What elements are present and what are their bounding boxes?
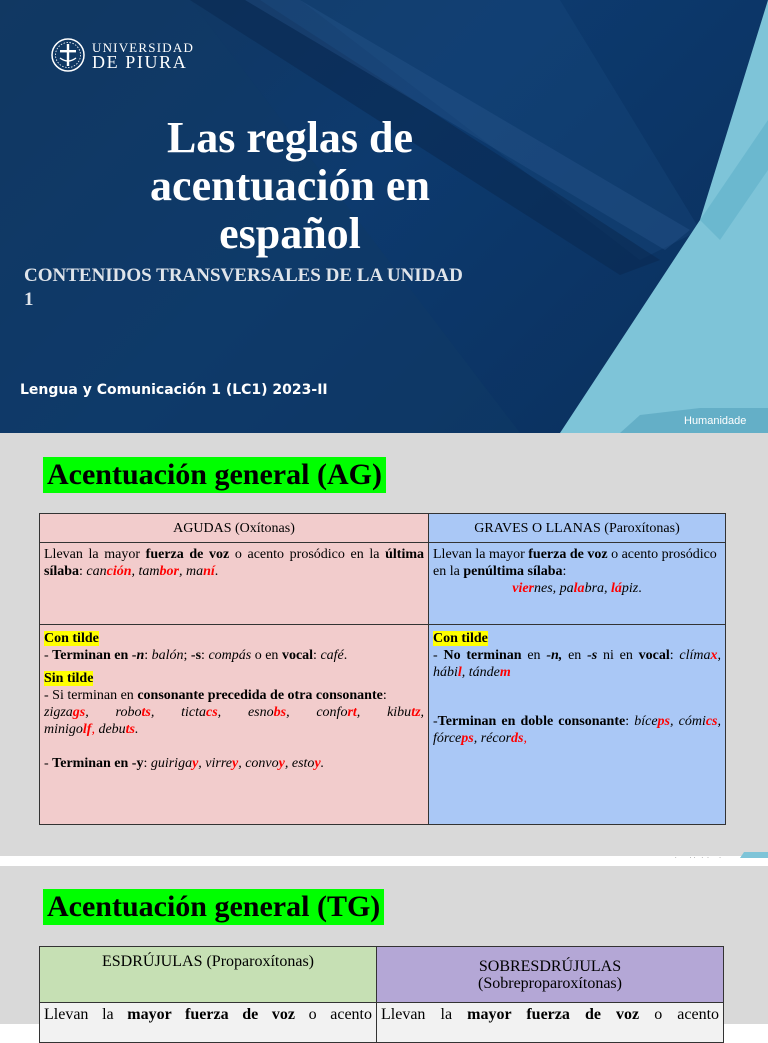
slide-tg <box>0 866 768 1024</box>
header-agudas: AGUDAS (Oxítonas) <box>40 514 429 543</box>
graves-rules <box>429 625 726 825</box>
header-graves: GRAVES O LLANAS (Paroxítonas) <box>429 514 726 543</box>
course-label: Lengua y Comunicación 1 (LC1) 2023-II <box>20 382 328 398</box>
graves-con-tilde-rule: - No terminan en -n, en -s ni en vocal: clímax, hábil, tándem <box>433 648 722 680</box>
accent-table-ag <box>39 513 726 825</box>
section-title-tg: Acentuación general (TG) <box>43 889 384 925</box>
agudas-definition: Llevan la mayor fuerza de voz o acento prosódico en la última sílaba: canción, tambor, maní. <box>40 543 429 625</box>
header-esdrujulas: ESDRÚJULAS (Proparoxítonas) <box>40 947 377 1003</box>
section-title-ag: Acentuación general (AG) <box>43 457 386 493</box>
university-seal-icon <box>50 32 86 78</box>
university-logo <box>50 32 194 78</box>
accent-table-tg <box>39 946 724 1043</box>
slide-ag <box>0 433 768 858</box>
slide-gap <box>0 858 768 866</box>
logo-line-1: UNIVERSIDAD <box>92 40 195 55</box>
agudas-sin-tilde-examples: zigzags, robots, tictacs, esnobs, confort, kibutz, <box>44 705 425 720</box>
sin-tilde-label: Sin tilde <box>44 671 94 686</box>
graves-doble-rule: -Terminan en doble consonante: bíceps, cómics, fórceps, récords, <box>433 714 722 746</box>
esdrujulas-definition: Llevan la mayor fuerza de voz o acento <box>40 1003 377 1043</box>
agudas-sin-tilde-rule: - Si terminan en consonante precedida de otra consonante: <box>44 688 387 703</box>
page-subtitle: CONTENIDOS TRANSVERSALES DE LA UNIDAD 1 <box>24 265 463 310</box>
header-sobresdrujulas: SOBRESDRÚJULAS (Sobreproparoxítonas) <box>377 947 724 1003</box>
graves-definition: Llevan la mayor fuerza de voz o acento prosódico en la penúltima sílaba: viernes, palabra, lápiz. <box>429 543 726 625</box>
page-title: Las reglas de acentuación en español <box>150 113 430 258</box>
agudas-rules: Con tilde - Terminan en -n: balón; -s: compás o en vocal: café. Sin tilde - Si terminan en consonante precedida de otra consonante: zigzags, robots, tictacs, esnobs, confort, kibutz, minigolf, debuts. - Terminan en -y: guirigay, virrey, convoy, estoy. <box>40 625 429 825</box>
graves-con-tilde-label: Con tilde <box>433 631 488 646</box>
agudas-y-rule: - Terminan en -y: guirigay, virrey, convoy, estoy. <box>44 756 325 771</box>
title-slide <box>0 0 768 433</box>
sobresdrujulas-definition: Llevan la mayor fuerza de voz o acento <box>377 1003 724 1043</box>
agudas-con-tilde-rule: - Terminan en -n: balón; -s: compás o en vocal: café. <box>44 648 348 663</box>
graves-examples: viernes, palabra, lápiz. <box>512 581 642 596</box>
agudas-examples: canción, tambor, maní <box>86 564 215 579</box>
corner-tag: Humanidade <box>684 415 747 427</box>
con-tilde-label: Con tilde <box>44 631 99 646</box>
logo-line-2: DE PIURA <box>92 52 188 72</box>
